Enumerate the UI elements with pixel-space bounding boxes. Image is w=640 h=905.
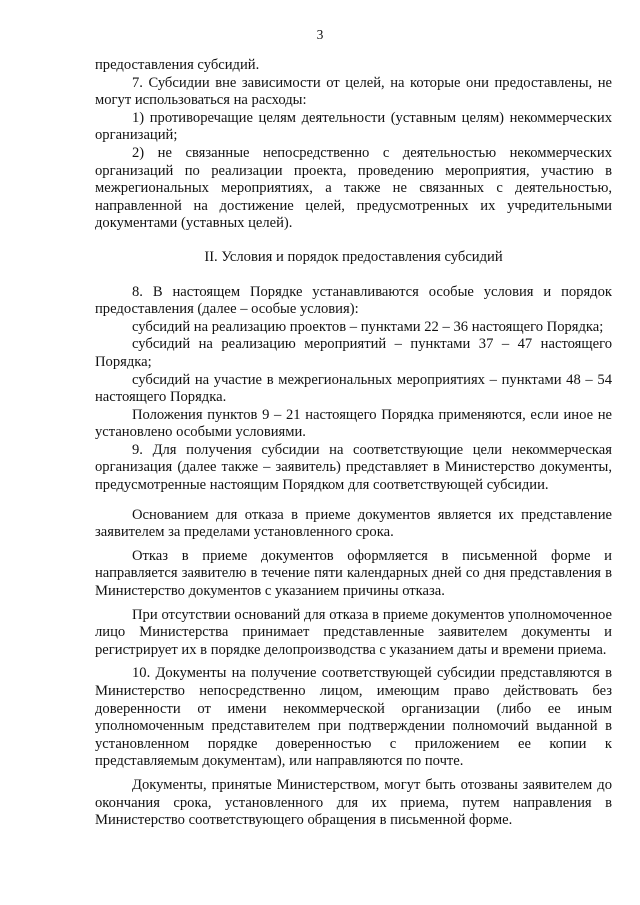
paragraph: предоставления субсидий. — [95, 57, 260, 73]
paragraph: Отказ в приеме документов оформляется в письменной форме и направляется заявителю в течение пяти календарных дней со дня представления в Министерство документов с указанием причины отказа. — [95, 547, 612, 600]
paragraph: 2) не связанные непосредственно с деятельностью некоммерческих организаций по реализации проекта, проведению мероприятия, участию в межрегиональных мероприятиях, а также не связанных с деятельностью, направленной на достижение целей, предусмотренных их учредительными документами (уставных целей). — [95, 144, 612, 232]
paragraph: Документы, принятые Министерством, могут быть отозваны заявителем до окончания срока, установленного для их приема, путем направления в Министерство соответствующего обращения в письменной форме. — [95, 776, 612, 829]
paragraph: Основанием для отказа в приеме документов является их представление заявителем за пределами установленного срока. — [95, 506, 612, 541]
paragraph: 9. Для получения субсидии на соответствующие цели некоммерческая организация (далее также – заявитель) представляет в Министерство документы, предусмотренные настоящим Порядком для соответствующей субсидии. — [95, 441, 612, 494]
paragraph: субсидий на участие в межрегиональных мероприятиях – пунктами 48 – 54 настоящего Порядка. — [95, 371, 612, 406]
paragraph: 10. Документы на получение соответствующей субсидии представляются в Министерство непосредственно лицом, имеющим право действовать без доверенности от имени некоммерческой организации (либо ее иным уполномоченным представителем при подтверждении полномочий выданной в установленном порядке доверенностью с приложением ее копии к представляемым документам), или направляются по почте. — [95, 665, 612, 770]
page-number: 3 — [316, 27, 324, 42]
paragraph: субсидий на реализацию проектов – пунктами 22 – 36 настоящего Порядка; — [132, 318, 604, 335]
paragraph: 8. В настоящем Порядке устанавливаются особые условия и порядок предоставления (далее – особые условия): — [95, 283, 612, 318]
paragraph: 1) противоречащие целям деятельности (уставным целям) некоммерческих организаций; — [95, 109, 612, 144]
section-heading: II. Условия и порядок предоставления субсидий — [204, 248, 503, 265]
paragraph: 7. Субсидии вне зависимости от целей, на которые они предоставлены, не могут использоваться на расходы: — [95, 74, 612, 109]
paragraph: При отсутствии оснований для отказа в приеме документов уполномоченное лицо Министерства принимает представленные заявителем документы и регистрирует их в порядке делопроизводства с указанием даты и времени приема. — [95, 606, 612, 658]
document-body — [95, 57, 612, 830]
paragraph: субсидий на реализацию мероприятий – пунктами 37 – 47 настоящего Порядка; — [95, 336, 612, 370]
paragraph: Положения пунктов 9 – 21 настоящего Порядка применяются, если иное не установлено особыми условиями. — [95, 406, 612, 441]
